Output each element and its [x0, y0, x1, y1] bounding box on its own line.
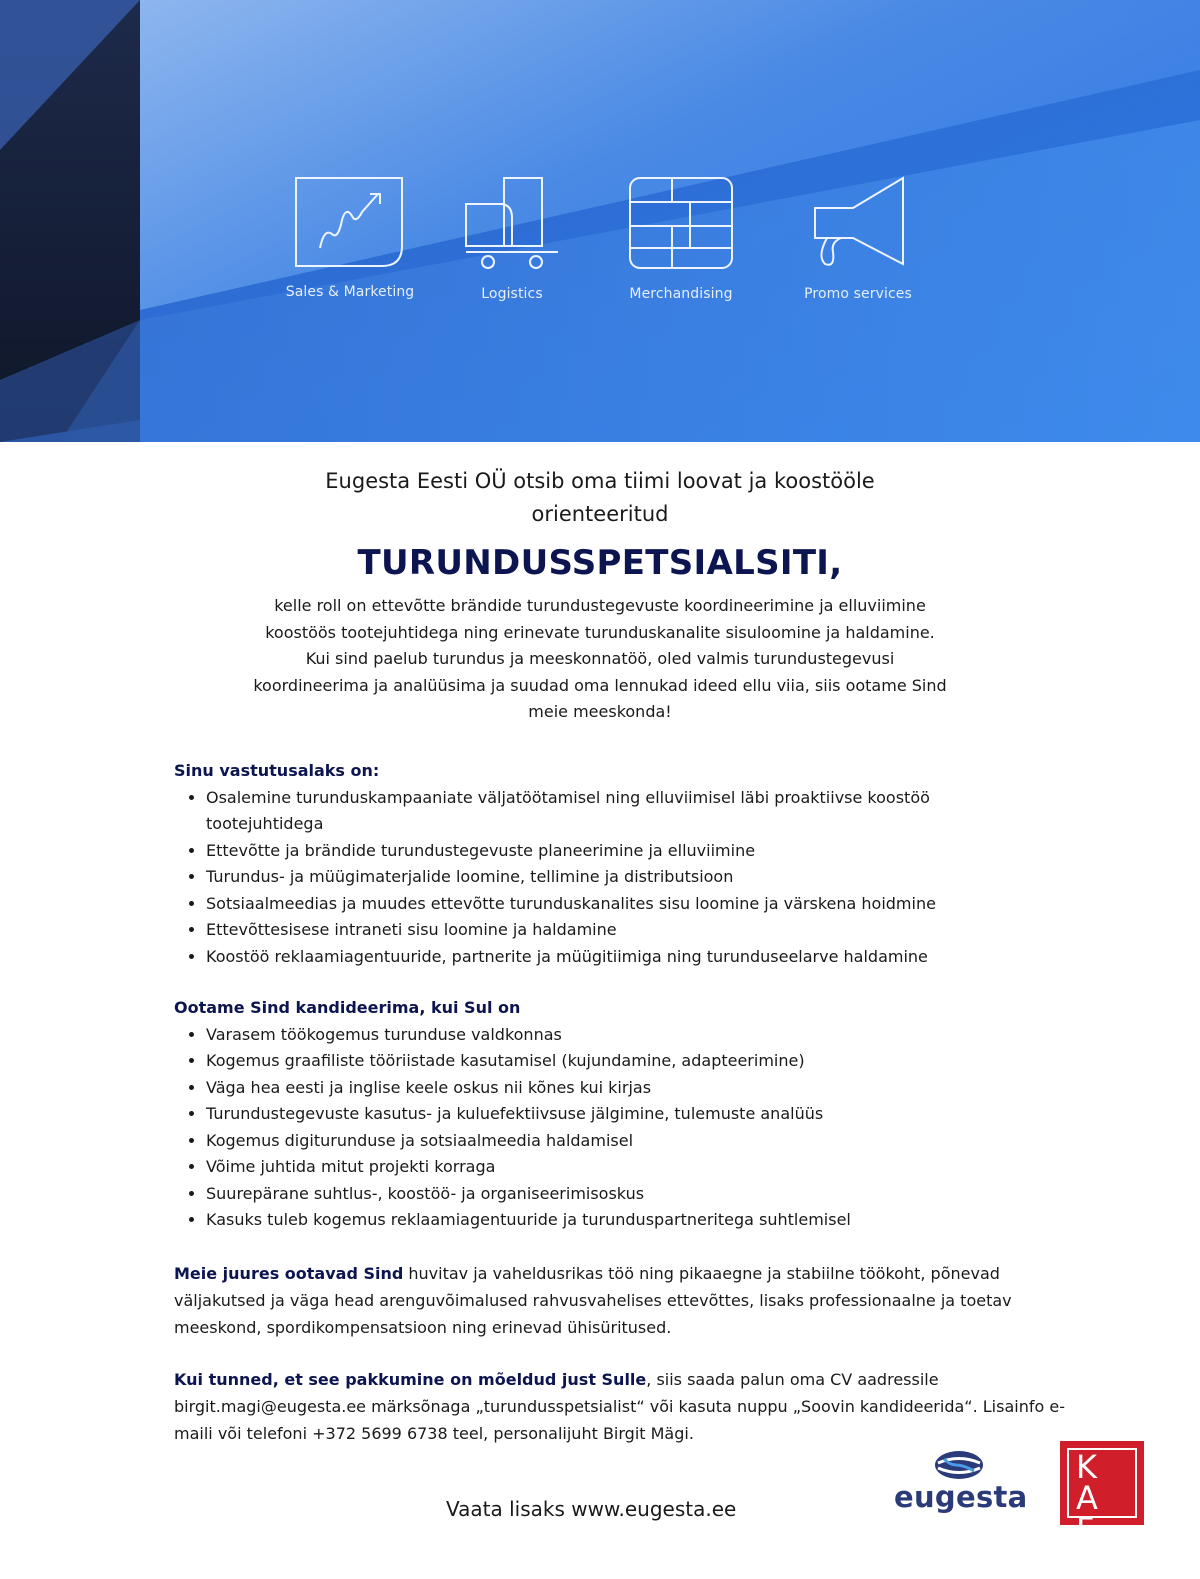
lead-heading [0, 465, 1200, 531]
offer-paragraph [174, 1260, 1084, 1341]
service-logistics [422, 176, 602, 302]
eugesta-logo [894, 1450, 1028, 1514]
eugesta-wordmark: eugesta [894, 1480, 1028, 1514]
list-item: • Kogemus digiturunduse ja sotsiaalmeedia haldamisel [206, 1128, 1074, 1155]
service-promo [768, 176, 948, 302]
chart-arrow-icon [294, 176, 406, 268]
responsibilities-section [174, 758, 1074, 970]
section-heading: Ootame Sind kandideerima, kui Sul on [174, 998, 521, 1017]
intro-line: koostöös tootejuhtidega ning erinevate turunduskanalite sisuloomine ja haldamine. [265, 622, 935, 642]
list-item: • Väga hea eesti ja inglise keele oskus nii kõnes kui kirjas [206, 1075, 1074, 1102]
list-item: • Koostöö reklaamiagentuuride, partnerite ja müügitiimiga ning turunduseelarve haldamine [206, 944, 1074, 971]
list-item: • Ettevõttesisese intraneti sisu loomine ja haldamine [206, 917, 1074, 944]
lead-line: orienteeritud [531, 502, 669, 526]
intro-line: kelle roll on ettevõtte brändide turundustegevuste koordineerimine ja elluviimine [274, 596, 926, 615]
hero-banner [0, 0, 1200, 442]
apply-text: , siis saada palun oma CV aadressile birgit.magi@eugesta.ee märksõnaga „turundusspetsialist“ või kasuta nuppu „Soovin kandideerida“. Lisainfo e-maili või telefoni +372 5699 6738 teel, personalijuht Birgit Mägi. [174, 1370, 1065, 1443]
truck-icon [464, 176, 560, 270]
list-item: • Osalemine turunduskampaaniate väljatöötamisel ning elluviimisel läbi proaktiivse koostöö tootejuhtidega [206, 785, 1074, 838]
list-item: • Varasem töökogemus turunduse valdkonnas [206, 1022, 1074, 1049]
service-sales-marketing [260, 176, 440, 300]
intro-line: koordineerima ja analüüsima ja suudad oma lennukad ideed ellu viia, siis ootame Sind [253, 675, 947, 695]
list-item: • Ettevõtte ja brändide turundustegevuste planeerimine ja elluviimine [206, 838, 1074, 865]
intro-text [200, 593, 1000, 726]
service-label: Promo services [804, 286, 912, 302]
apply-bold: Kui tunned, et see pakkumine on mõeldud just Sulle [174, 1370, 647, 1389]
megaphone-icon [807, 176, 909, 270]
kafo-wordmark: KAFO [1067, 1448, 1137, 1518]
offer-text: huvitav ja vaheldusrikas töö ning pikaaegne ja stabiilne töökoht, põnevad väljakutsed ja väga head arenguvõimalused rahvusvahelises ettevõttes, lisaks professionaalne ja toetav meeskond, spordikompensatsioon ning erinevad ühisüritused. [174, 1264, 1012, 1337]
apply-paragraph [174, 1366, 1084, 1447]
job-title: TURUNDUSSPETSIALSITI, [357, 543, 843, 583]
offer-bold: Meie juures ootavad Sind [174, 1264, 404, 1283]
list-item: • Turundustegevuste kasutus- ja kuluefektiivsuse jälgimine, tulemuste analüüs [206, 1101, 1074, 1128]
list-item: • Võime juhtida mitut projekti korraga [206, 1154, 1074, 1181]
responsibilities-list [174, 785, 1074, 971]
website-link[interactable]: Vaata lisaks www.eugesta.ee [446, 1497, 737, 1521]
list-item: • Turundus- ja müügimaterjalide loomine, tellimine ja distributsioon [206, 864, 1074, 891]
service-merchandising [591, 176, 771, 302]
requirements-section [174, 995, 1074, 1234]
list-item: • Suurepärane suhtlus-, koostöö- ja organiseerimisoskus [206, 1181, 1074, 1208]
list-item: • Kogemus graafiliste tööriistade kasutamisel (kujundamine, adapteerimine) [206, 1048, 1074, 1075]
list-item: • Sotsiaalmeedias ja muudes ettevõtte turunduskanalites sisu loomine ja värskena hoidmine [206, 891, 1074, 918]
list-item: • Kasuks tuleb kogemus reklaamiagentuuride ja turunduspartneritega suhtlemisel [206, 1207, 1074, 1234]
lead-line: Eugesta Eesti OÜ otsib oma tiimi loovat ja koostööle [325, 469, 875, 493]
shelves-icon [628, 176, 734, 270]
job-ad-content [0, 442, 1200, 726]
intro-line: Kui sind paelub turundus ja meeskonnatöö, oled valmis turundustegevusi [305, 649, 895, 668]
section-heading: Sinu vastutusalaks on: [174, 761, 380, 780]
service-label: Merchandising [629, 286, 733, 302]
service-label: Logistics [481, 286, 543, 302]
requirements-list [174, 1022, 1074, 1234]
service-label: Sales & Marketing [285, 284, 415, 300]
intro-line: meie meeskonda! [528, 702, 672, 721]
kafo-logo [1060, 1441, 1144, 1579]
